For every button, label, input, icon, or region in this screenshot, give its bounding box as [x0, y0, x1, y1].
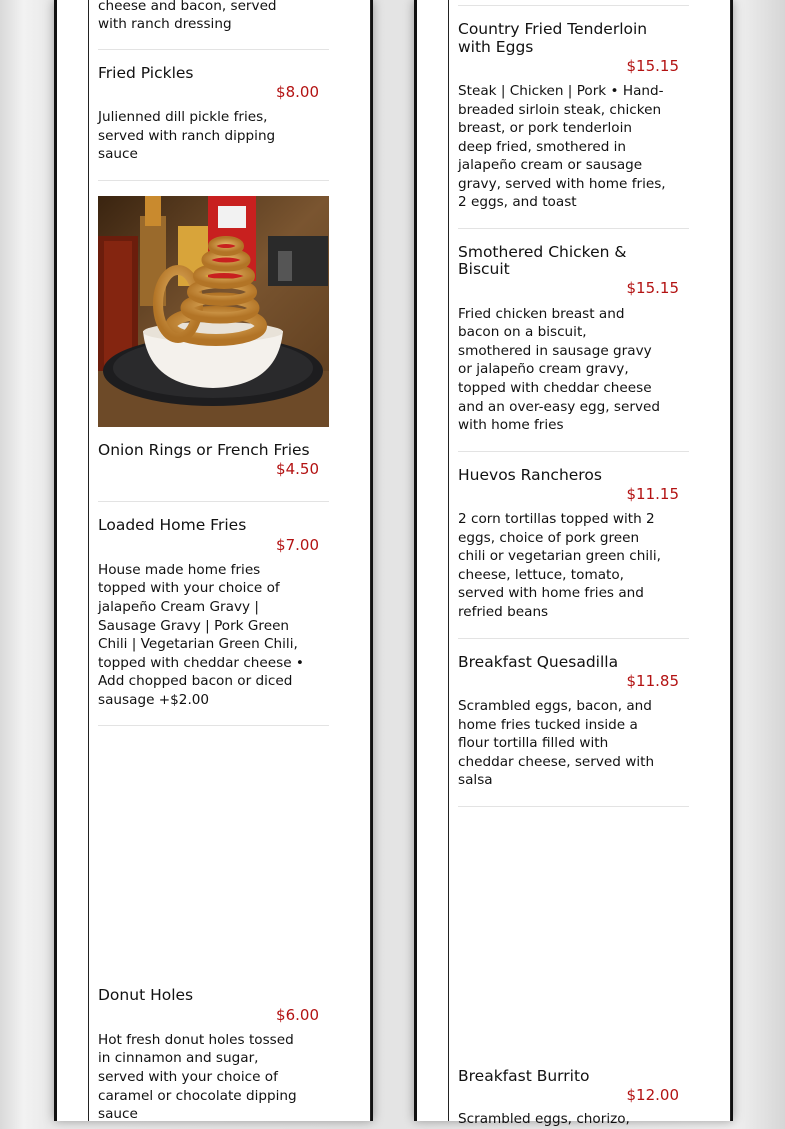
menu-item-desc-line: jalapeño Cream Gravy | [98, 599, 259, 615]
menu-item-desc-line: deep fried, smothered in [458, 139, 627, 155]
menu-item-desc-line: eggs, choice of pork green [458, 530, 640, 546]
menu-item-desc-line: bacon on a biscuit, [458, 324, 587, 340]
menu-item-price: $11.85 [626, 672, 679, 690]
prev-item-desc-line-1: cheese and bacon, served [98, 0, 277, 14]
menu-item-name[interactable]: Smothered Chicken & [458, 243, 627, 261]
divider [98, 501, 329, 502]
menu-item-desc-line: topped with cheddar cheese • [98, 655, 304, 671]
menu-item-name[interactable]: Huevos Rancheros [458, 466, 602, 484]
divider [98, 49, 329, 50]
menu-item-desc-line: 2 corn tortillas topped with 2 [458, 511, 655, 527]
menu-item-desc-line: Chili | Vegetarian Green Chili, [98, 636, 298, 652]
menu-item-desc-line: or jalapeño cream gravy, [458, 361, 629, 377]
menu-item-desc-line: and an over-easy egg, served [458, 399, 660, 415]
menu-item-price: $7.00 [276, 536, 319, 554]
menu-item-desc-line: topped with your choice of [98, 580, 280, 596]
menu-item-name[interactable]: Fried Pickles [98, 64, 194, 82]
prev-item-desc-line-2: with ranch dressing [98, 16, 232, 32]
menu-item-desc-line: refried beans [458, 604, 549, 620]
menu-item-desc-line: gravy, served with home fries, [458, 176, 666, 192]
menu-item-desc-line: smothered in sausage gravy [458, 343, 652, 359]
menu-item-name-line-2[interactable]: Biscuit [458, 260, 510, 278]
menu-item-price: $15.15 [626, 279, 679, 297]
menu-item-price: $11.15 [626, 485, 679, 503]
menu-item-price: $4.50 [276, 460, 319, 478]
menu-item-desc-line: in cinnamon and sugar, [98, 1050, 259, 1066]
menu-item-desc-line: Scrambled eggs, bacon, and [458, 698, 652, 714]
menu-item-desc-line: topped with cheddar cheese [458, 380, 652, 396]
menu-item-desc-line: flour tortilla filled with [458, 735, 609, 751]
menu-item-desc-line: Julienned dill pickle fries, [98, 109, 268, 125]
menu-item-name-line-2[interactable]: with Eggs [458, 38, 534, 56]
divider [458, 638, 689, 639]
menu-item-desc-line: home fries tucked inside a [458, 717, 638, 733]
menu-item-desc-line: Scrambled eggs, chorizo, [458, 1111, 630, 1127]
menu-item-desc-line: Add chopped bacon or diced [98, 673, 293, 689]
menu-item-name[interactable]: Breakfast Quesadilla [458, 653, 619, 671]
menu-item-desc-line: served with ranch dipping [98, 128, 276, 144]
menu-item-price: $8.00 [276, 83, 319, 101]
menu-item-desc-line: Sausage Gravy | Pork Green [98, 618, 290, 634]
menu-item-desc-line: 2 eggs, and toast [458, 194, 577, 210]
onion-rings-illustration-icon [98, 196, 329, 427]
menu-item-desc-line: Hot fresh donut holes tossed [98, 1032, 294, 1048]
onion-rings-photo[interactable] [98, 196, 329, 427]
menu-item-desc-line: breast, or pork tenderloin [458, 120, 632, 136]
menu-item-name[interactable]: Breakfast Burrito [458, 1067, 590, 1085]
menu-item-price: $15.15 [626, 57, 679, 75]
menu-item-desc-line: House made home fries [98, 562, 261, 578]
divider [458, 5, 689, 6]
divider [458, 806, 689, 807]
menu-item-price: $12.00 [626, 1086, 679, 1104]
menu-item-desc-line: caramel or chocolate dipping [98, 1088, 297, 1104]
menu-item-desc-line: breaded sirloin steak, chicken [458, 102, 662, 118]
menu-item-desc-line: cheese, lettuce, tomato, [458, 567, 624, 583]
menu-item-desc-line: jalapeño cream or sausage [458, 157, 643, 173]
menu-item-name[interactable]: Country Fried Tenderloin [458, 20, 648, 38]
menu-item-desc-line: cheddar cheese, served with [458, 754, 655, 770]
menu-item-desc-line: sauce [98, 1106, 138, 1122]
menu-item-desc-line: Steak | Chicken | Pork • Hand- [458, 83, 664, 99]
menu-item-desc-line: chili or vegetarian green chili, [458, 548, 661, 564]
divider [98, 725, 329, 726]
menu-item-desc-line: Fried chicken breast and [458, 306, 625, 322]
divider [458, 451, 689, 452]
menu-item-desc-line: salsa [458, 772, 493, 788]
divider [458, 228, 689, 229]
menu-item-desc-line: sausage +$2.00 [98, 692, 210, 708]
menu-item-desc-line: served with your choice of [98, 1069, 278, 1085]
menu-item-name[interactable]: Loaded Home Fries [98, 516, 247, 534]
menu-item-desc-line: sauce [98, 146, 138, 162]
menu-item-desc-line: with home fries [458, 417, 564, 433]
menu-item-name[interactable]: Onion Rings or French Fries [98, 441, 310, 459]
menu-item-price: $6.00 [276, 1006, 319, 1024]
divider [98, 180, 329, 181]
menu-item-desc-line: served with home fries and [458, 585, 644, 601]
menu-item-name[interactable]: Donut Holes [98, 986, 194, 1004]
